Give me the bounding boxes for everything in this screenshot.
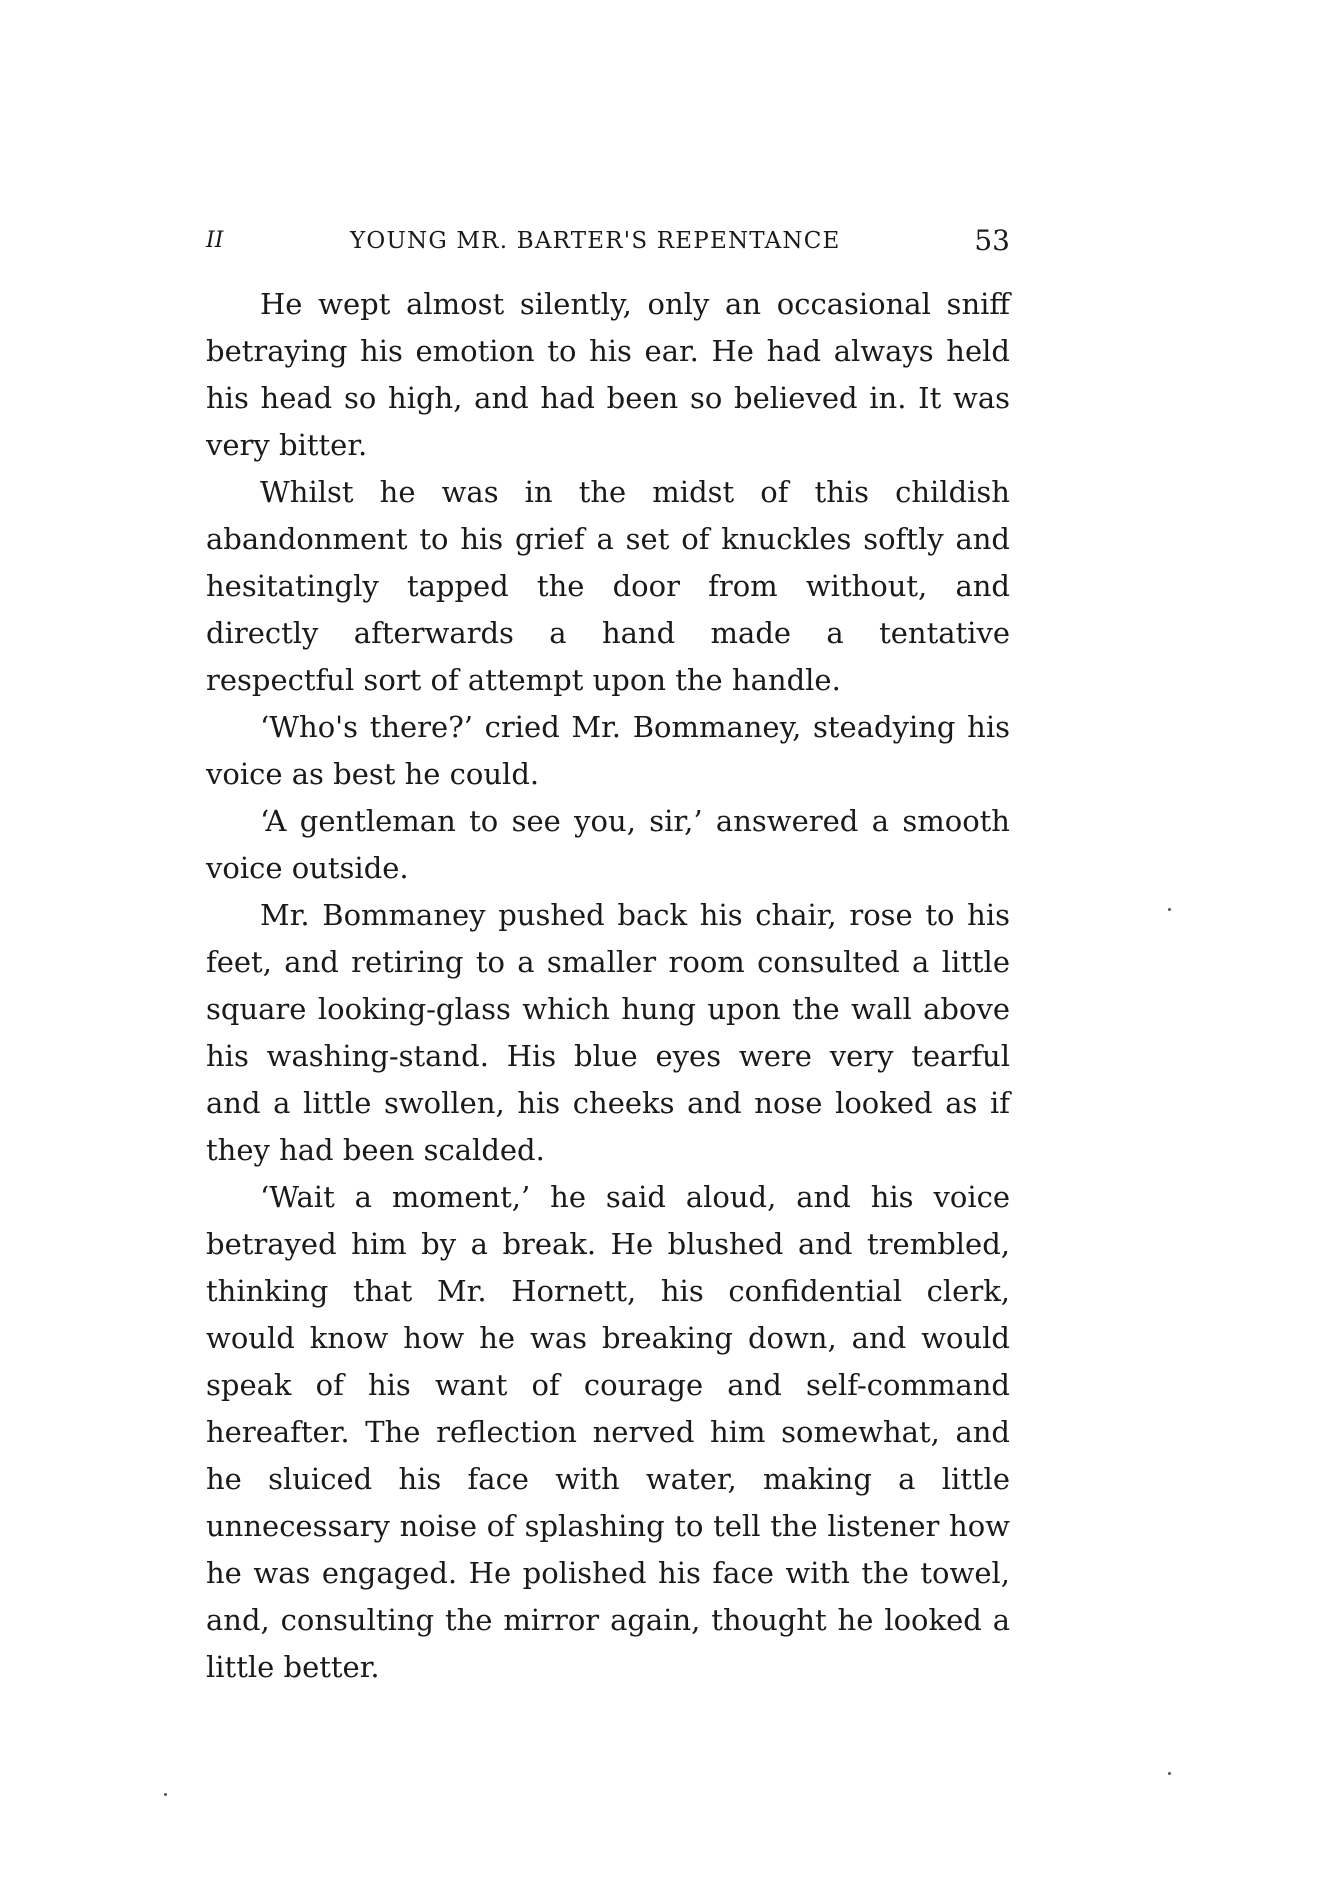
- running-title: YOUNG MR. BARTER'S REPENTANCE: [350, 228, 841, 254]
- scan-speck: [164, 1793, 167, 1796]
- paragraph-1: He wept almost silently, only an occasional sniff betraying his emotion to his ear. He had always held his head so high, and had been so believed in. It was very bitter.: [206, 287, 1010, 462]
- running-header: [206, 224, 1010, 264]
- paragraph-3: ‘Who's there?’ cried Mr. Bommaney, steadying his voice as best he could.: [206, 710, 1010, 791]
- page-number: 53: [974, 224, 1010, 257]
- paragraph-2: Whilst he was in the midst of this childish abandonment to his grief a set of knuckles softly and hesitatingly tapped the door from without, and directly afterwards a hand made a tentative respectful sort of attempt upon the handle.: [206, 475, 1010, 697]
- paragraph-5: Mr. Bommaney pushed back his chair, rose to his feet, and retiring to a smaller room consulted a little square looking-glass which hung upon the wall above his washing-stand. His blue eyes were very tearful and a little swollen, his cheeks and nose looked as if they had been scalded.: [206, 898, 1010, 1167]
- scan-speck: [1168, 908, 1171, 911]
- paragraph-4: ‘A gentleman to see you, sir,’ answered a smooth voice outside.: [206, 804, 1010, 885]
- paragraph-6: ‘Wait a moment,’ he said aloud, and his voice betrayed him by a break. He blushed and trembled, thinking that Mr. Hornett, his confidential clerk, would know how he was breaking down, and would speak of his want of courage and self-command hereafter. The reflection nerved him somewhat, and he sluiced his face with water, making a little unnecessary noise of splashing to tell the listener how he was engaged. He polished his face with the towel, and, consulting the mirror again, thought he looked a little better.: [206, 1180, 1010, 1684]
- scan-speck: [1168, 1772, 1171, 1775]
- chapter-number: II: [206, 228, 224, 253]
- body-text: [206, 281, 1010, 1691]
